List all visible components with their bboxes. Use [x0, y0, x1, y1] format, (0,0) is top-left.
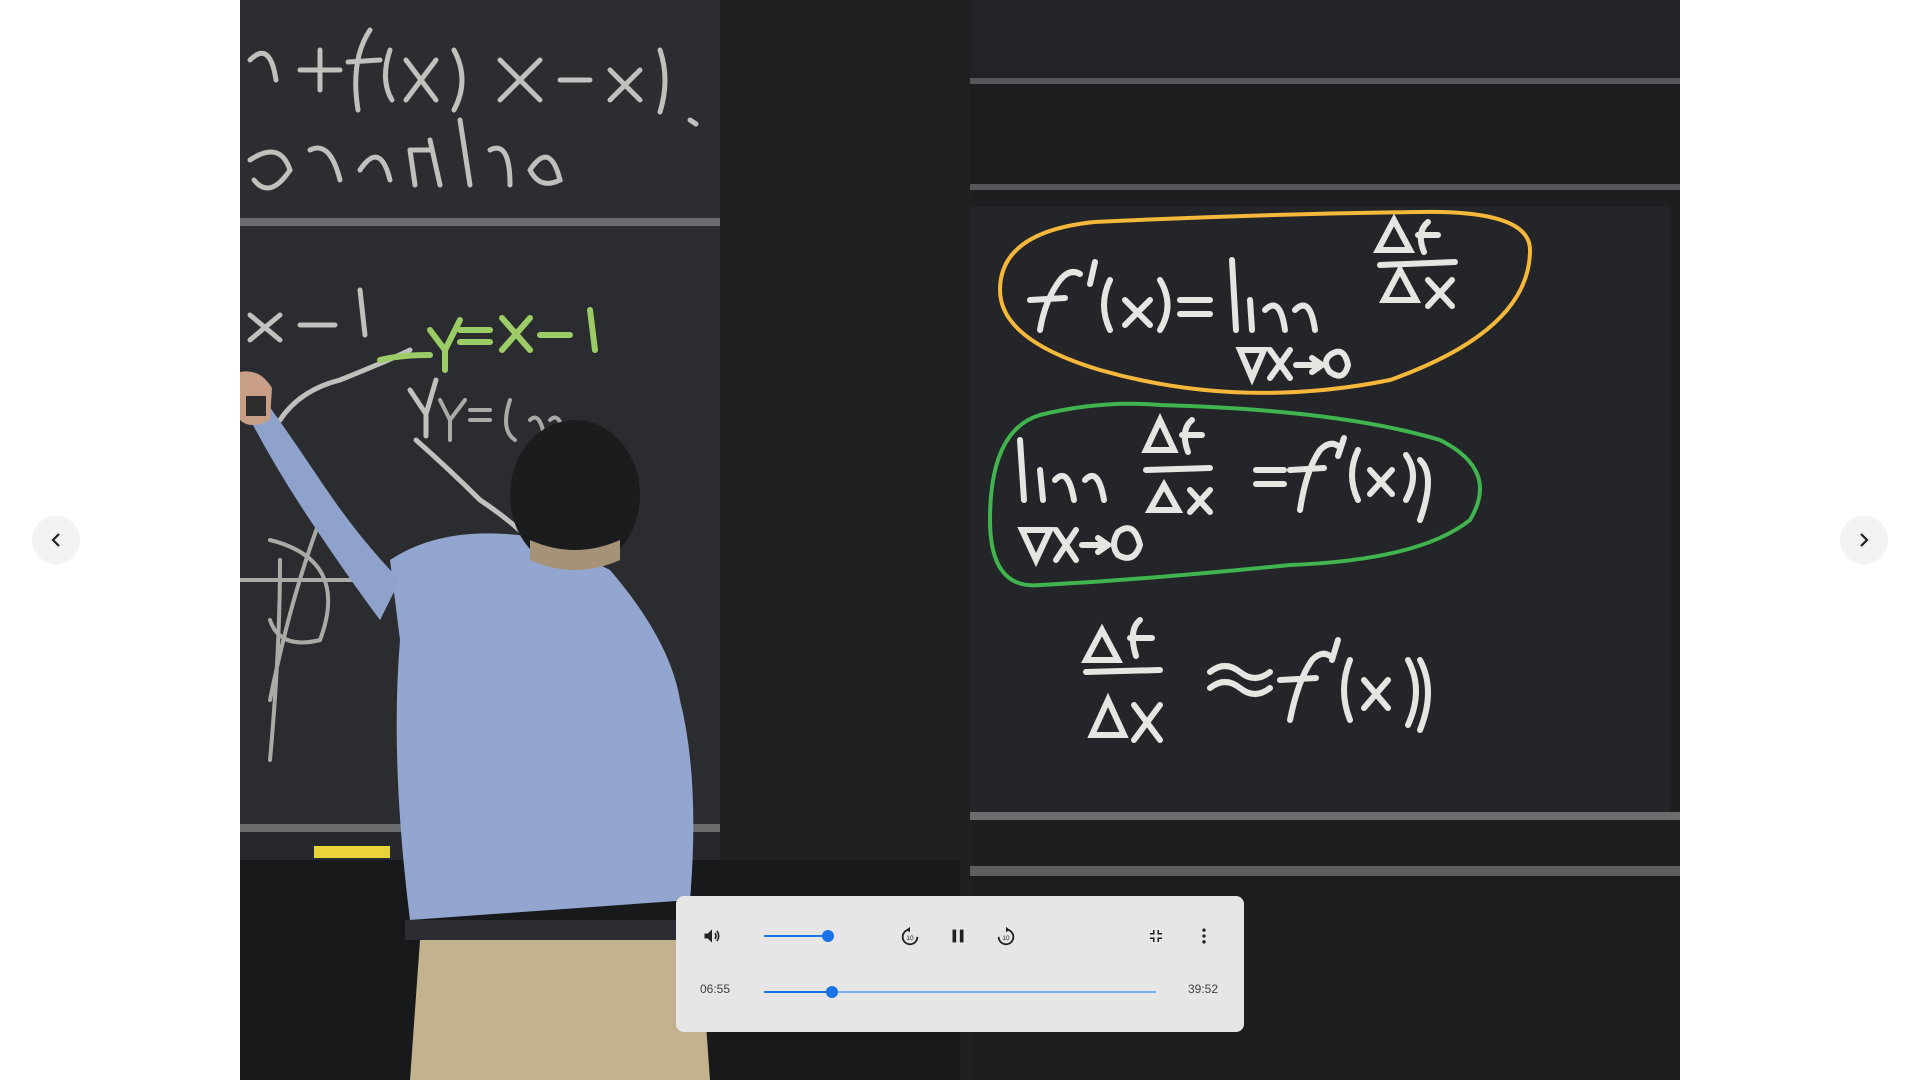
- more-options-button[interactable]: [1186, 918, 1222, 954]
- player-controls: [676, 896, 1244, 1032]
- next-button[interactable]: [1840, 516, 1888, 564]
- exit-fullscreen-icon: [1147, 927, 1165, 945]
- volume-button[interactable]: [694, 918, 730, 954]
- duration-time: 39:52: [1188, 982, 1219, 996]
- current-time: 06:55: [700, 982, 731, 996]
- volume-slider-thumb[interactable]: [822, 930, 834, 942]
- seek-bar-progress: [764, 991, 832, 993]
- volume-slider-track[interactable]: [764, 935, 828, 937]
- seek-bar-thumb[interactable]: [826, 986, 838, 998]
- more-vert-icon: [1194, 926, 1214, 946]
- pause-button[interactable]: [940, 918, 976, 954]
- chevron-right-icon: [1852, 528, 1876, 552]
- svg-text:10: 10: [1002, 935, 1010, 943]
- rewind-10-icon: [899, 925, 921, 947]
- chevron-left-icon: [44, 528, 68, 552]
- exit-fullscreen-button[interactable]: [1138, 918, 1174, 954]
- seek-bar-track[interactable]: [764, 991, 1156, 993]
- volume-icon: [702, 926, 722, 946]
- previous-button[interactable]: [32, 516, 80, 564]
- svg-text:10: 10: [906, 935, 914, 943]
- forward-button[interactable]: [988, 918, 1024, 954]
- forward-10-icon: [995, 925, 1017, 947]
- rewind-button[interactable]: [892, 918, 928, 954]
- pause-icon: [947, 925, 969, 947]
